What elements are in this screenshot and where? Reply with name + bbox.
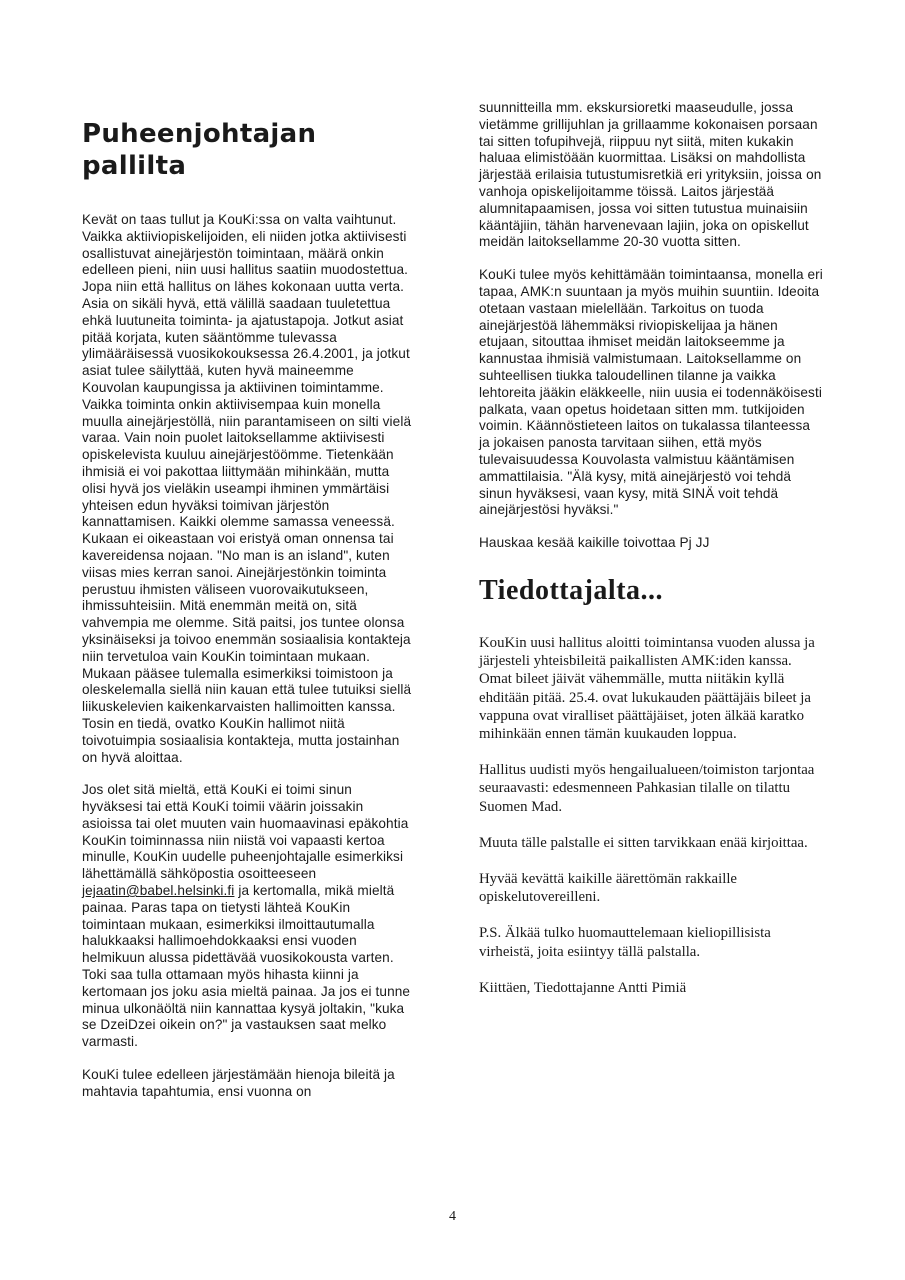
- chairman-article-continuation: [479, 100, 824, 552]
- chairman-paragraph-2-text-b: ja kertomalla, mikä mieltä painaa. Paras tapa on tietysti lähteä KouKin toimintaan mukaan, esimerkiksi ilmoittautumalla halukkaaksi hallimoehdokkaaksi ensi vuoden helmikuun alussa pidettävää vuosikokousta varten. Toki saa tulla ottamaan myös hihasta kiinni ja kertomaan jos joku asia mieltä painaa. Ja jos ei tunne minua ulkonäöltä niin kannattaa kysyä joltakin, "kuka se DzeiDzei oikein on?" ja vastauksen saat melko varmasti.: [82, 883, 411, 1050]
- informer-signoff: Kiittäen, Tiedottajanne Antti Pimiä: [479, 979, 687, 996]
- chairman-paragraph-3-start: KouKi tulee edelleen järjestämään hienoja bileitä ja mahtavia tapahtumia, ensi vuonna on: [82, 1067, 395, 1099]
- informer-paragraph-5: P.S. Älkää tulko huomauttelemaan kieliopillisista virheistä, joita esiintyy tällä palstalla.: [479, 925, 771, 960]
- chairman-signoff: Hauskaa kesää kaikille toivottaa Pj JJ: [479, 535, 710, 551]
- informer-paragraph-3: Muuta tälle palstalle ei sitten tarvikkaan enää kirjoittaa.: [479, 834, 808, 851]
- chairman-paragraph-3-cont: suunnitteilla mm. ekskursioretki maaseudulle, jossa vietämme grillijuhlan ja grillaamme kokonaisen porsaan tai sitten tofupihvejä, riippuu nyt siitä, miten kukakin haluaa elimistöään kuormittaa. Lisäksi on mahdollista järjestää erilaisia tutustumisretkiä eri yrityksiin, joissa on vanhoja opiskelijoitamme töissä. Laitos järjestää alumnitapaamisen, jossa voi sitten tutustua muinaisiin kääntäjiin, tähän harvenevaan lajiin, joka on opiskellut meidän laitoksellamme 20-30 vuotta sitten.: [479, 100, 822, 250]
- informer-paragraph-1: KouKin uusi hallitus aloitti toimintansa vuoden alussa ja järjesteli yhteisbileitä paikallisten AMK:iden kanssa. Omat bileet jäivät vähemmälle, mutta niitäkin kyllä ehditään pitää. 25.4. ovat lukukauden päättäjäis bileet ja vappuna ovat viralliset päättäjäiset, joten älkää karatko mihinkään ennen tämän kuukauden loppua.: [479, 634, 815, 742]
- informer-article: [479, 574, 824, 997]
- right-column: [479, 100, 824, 1015]
- informer-paragraph-4: Hyvää kevättä kaikille äärettömän rakkaille opiskelutovereilleni.: [479, 870, 737, 906]
- page-number: 4: [449, 1209, 456, 1224]
- email-link[interactable]: jejaatin@babel.helsinki.fi: [82, 883, 235, 899]
- chairman-paragraph-4: KouKi tulee myös kehittämään toimintaansa, monella eri tapaa, AMK:n suuntaan ja myös muihin suuntiin. Ideoita otetaan vastaan mielellään. Tarkoitus on tuoda ainejärjestöä lähemmäksi riviopiskelijaa ja hänen etujaan, sitouttaa ihmiset meidän laitokseemme ja kannustaa ihmisiä valmistumaan. Laitoksellamme on suhteellisen tiukka taloudellinen tilanne ja vaikka lehtoreita jääkin eläkkeelle, niin uusia ei todennäköisesti palkata, vaan opetus hoidetaan sitten mm. tutkijoiden voimin. Käännöstieteen laitos on tukalassa tilanteessa ja jokaisen panosta tarvitaan siihen, että myös tulevaisuudessa Kouvolasta valmistuu kääntämisen ammattilaisia. "Älä kysy, mitä ainejärjestö voi tehdä sinun hyväksesi, vaan kysy, mitä SINÄ voit tehdä ainejärjestösi hyväksi.": [479, 267, 823, 518]
- chairman-article-title: Puheenjohtajan pallilta: [82, 119, 317, 181]
- chairman-paragraph-2-text-a: Jos olet sitä mieltä, että KouKi ei toimi sinun hyväksesi tai että KouKi toimii väärin joissakin asioissa tai olet muuten vain huomaavinasi epäkohtia KouKin toiminnassa niin niistä voi vapaasti kertoa minulle, KouKin uudelle puheenjohtajalle esimerkiksi lähettämällä sähköpostia osoitteeseen: [82, 782, 409, 882]
- chairman-paragraph-1: Kevät on taas tullut ja KouKi:ssa on valta vaihtunut. Vaikka aktiiviopiskelijoiden, eli niiden jotka aktiivisesti osallistuvat ainejärjestön toimintaan, määrä onkin edelleen pieni, niin uusi hallitus saatiin muodostettua. Jopa niin että hallitus on lähes kokonaan uutta verta. Asia on sikäli hyvä, että välillä saadaan tuuletettua ehkä luutuneita toiminta- ja ajatustapoja. Jotkut asiat pitää korjata, kuten sääntömme tulevassa ylimääräisessä vuosikokouksessa 26.4.2001, ja jotkut asiat tulee säilyttää, kuten hyvä maineemme Kouvolan kaupungissa ja aktiivinen toimintamme. Vaikka toiminta onkin aktiivisempaa kuin monella muulla ainejärjestöllä, niin parantamiseen on silti vielä varaa. Vain noin puolet laitoksellamme aktiivisesti opiskelevista kuuluu ainejärjestöömme. Tietenkään ihmisiä ei voi pakottaa liittymään mihinkään, mutta olisi hyvä jos vieläkin useampi ihminen ymmärtäisi yhteisen edun hyväksi toimivan järjestön kannattamisen. Kaikki olemme samassa veneessä. Kukaan ei oikeastaan voi eristyä oman onnensa tai kavereidensa nojaan. "No man is an island", kuten viisas mies kerran sanoi. Ainejärjestönkin toiminta perustuu ihmisten väliseen vuorovaikutukseen, ihmissuhteisiin. Mitä enemmän meitä on, sitä vahvempia me olemme. Sitä paitsi, jos tuntee olonsa yksinäiseksi ja toivoo enemmän sosiaalisia kontakteja niin tervetuloa vain KouKin toimintaan mukaan. Mukaan pääsee tulemalla esimerkiksi toimistoon ja oleskelemalla siellä niin kauan että tulee tutuiksi siellä liikuskelevien kaikenkarvaisten hallimoitten kanssa. Tosin en tiedä, ovatko KouKin hallimot niitä toivotuimpia sosiaalisia kontakteja, mutta jostainhan on hyvä aloittaa.: [82, 212, 412, 765]
- informer-paragraph-2: Hallitus uudisti myös hengailualueen/toimiston tarjontaa seuraavasti: edesmenneen Pahkasian tilalle on tilattu Suomen Mad.: [479, 762, 815, 815]
- informer-article-title: Tiedottajalta...: [479, 574, 664, 606]
- left-column: [82, 118, 412, 1117]
- chairman-paragraph-2: [82, 782, 412, 1051]
